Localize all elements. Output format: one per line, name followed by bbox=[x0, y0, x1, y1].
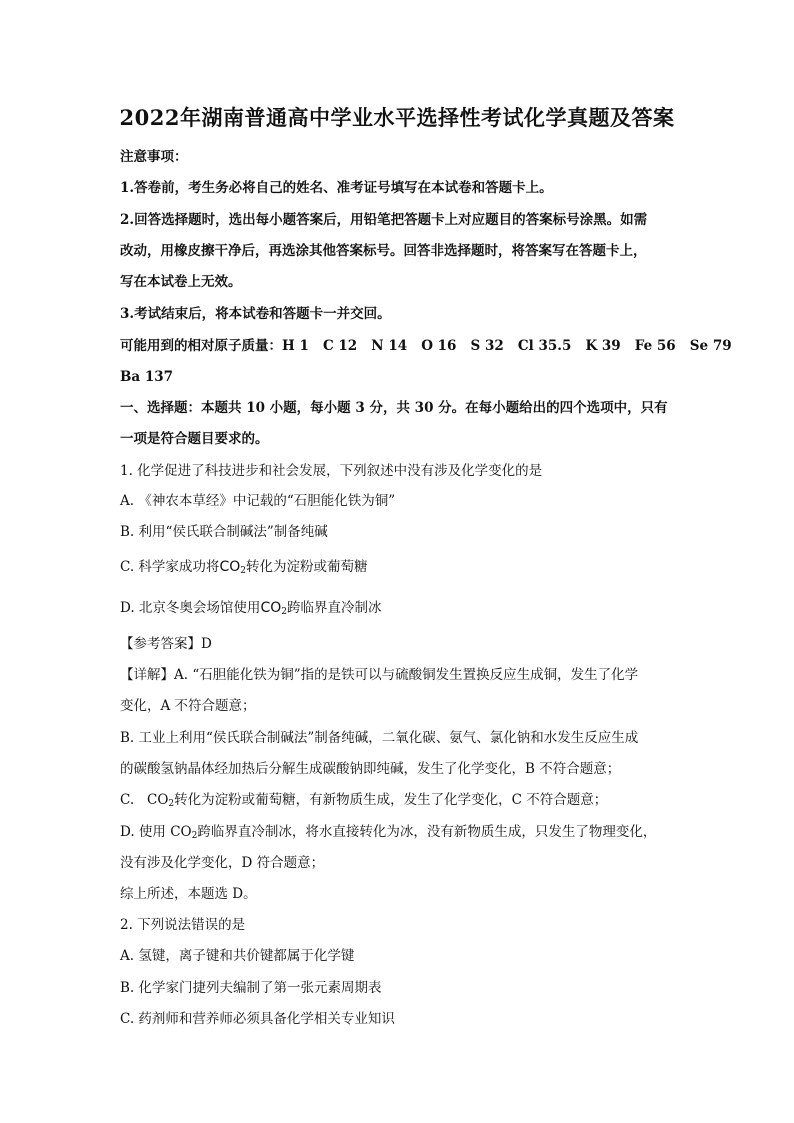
q1-explanation-d-line-1 bbox=[120, 822, 680, 842]
q1-explanation-d-line-2: 没有涉及化学变化，D 符合题意； bbox=[120, 855, 325, 871]
q1-option-c-prefix: C. 科学家成功将 bbox=[120, 559, 220, 575]
q1-option-d-subscript: 2 bbox=[281, 607, 287, 617]
section-heading-line-2: 一项是符合题目要求的。 bbox=[120, 431, 269, 447]
q2-option-b: B. 化学家门捷列夫编制了第一张元素周期表 bbox=[120, 980, 382, 996]
notice-heading: 注意事项： bbox=[120, 149, 188, 165]
q1-explanation-a-line-1: 【详解】A. “石胆能化铁为铜”指的是铁可以与硫酸铜发生置换反应生成铜，发生了化学 bbox=[120, 667, 639, 683]
page-title: 2022年湖南普通高中学业水平选择性考试化学真题及答案 bbox=[119, 105, 675, 130]
q1-option-a: A. 《神农本草经》中记载的“石胆能化铁为铜” bbox=[120, 493, 396, 509]
section-heading-line-1: 一、选择题：本题共 10 小题，每小题 3 分，共 30 分。在每小题给出的四个选项中，只有 bbox=[120, 400, 668, 416]
q2-stem: 2. 下列说法错误的是 bbox=[120, 917, 246, 933]
atomic-masses-line-1: 可能用到的相对原子质量：H 1 C 12 N 14 O 16 S 32 Cl 35.5 K 39 Fe 56 Se 79 bbox=[120, 338, 732, 354]
q1-option-d-formula: CO bbox=[260, 600, 282, 616]
q1-option-d-suffix: 跨临界直冷制冰 bbox=[286, 600, 382, 616]
q2-option-c: C. 药剂师和营养师必须具备化学相关专业知识 bbox=[120, 1011, 395, 1027]
q1-explanation-c bbox=[120, 790, 680, 810]
q1-option-c bbox=[120, 557, 680, 577]
q1-answer: 【参考答案】D bbox=[120, 636, 212, 652]
q1-option-d bbox=[120, 598, 680, 618]
q1-explanation-b-line-2: 的碳酸氢钠晶体经加热后分解生成碳酸钠即纯碱，发生了化学变化，B 不符合题意； bbox=[120, 761, 621, 777]
q1-explanation-c-prefix: C. CO bbox=[120, 792, 169, 808]
notice-item-3: 3.考试结束后，将本试卷和答题卡一并交回。 bbox=[120, 306, 391, 322]
q1-option-c-subscript: 2 bbox=[240, 566, 246, 576]
notice-item-2-line-2: 改动，用橡皮擦干净后，再选涂其他答案标号。回答非选择题时，将答案写在答题卡上， bbox=[120, 243, 647, 259]
q1-explanation-c-subscript: 2 bbox=[168, 799, 175, 809]
q1-explanation-c-suffix: 转化为淀粉或葡萄糖，有新物质生成，发生了化学变化，C 不符合题意； bbox=[174, 792, 608, 808]
q1-option-c-suffix: 转化为淀粉或葡萄糖 bbox=[245, 559, 368, 575]
q1-option-b: B. 利用“侯氏联合制碱法”制备纯碱 bbox=[120, 524, 328, 540]
notice-item-2-line-1: 2.回答选择题时，选出每小题答案后，用铅笔把答题卡上对应题目的答案标号涂黑。如需 bbox=[120, 212, 648, 228]
q1-summary: 综上所述，本题选 D。 bbox=[120, 886, 257, 902]
q1-explanation-a-line-2: 变化，A 不符合题意； bbox=[120, 698, 256, 714]
q1-option-d-prefix: D. 北京冬奥会场馆使用 bbox=[120, 600, 261, 616]
q1-explanation-b-line-1: B. 工业上利用“侯氏联合制碱法”制备纯碱，二氧化碳、氨气、氯化钠和水发生反应生成 bbox=[120, 730, 639, 746]
q1-explanation-d-subscript: 2 bbox=[191, 831, 198, 841]
q1-explanation-d-suffix: 跨临界直冷制冰，将水直接转化为冰，没有新物质生成，只发生了物理变化， bbox=[197, 824, 657, 840]
q1-option-c-formula: CO bbox=[219, 559, 241, 575]
notice-item-1: 1.答卷前，考生务必将自己的姓名、准考证号填写在本试卷和答题卡上。 bbox=[120, 180, 553, 196]
q1-explanation-d-prefix: D. 使用 CO bbox=[120, 824, 192, 840]
atomic-masses-line-2: Ba 137 bbox=[120, 369, 174, 385]
q2-option-a: A. 氢键，离子键和共价键都属于化学键 bbox=[120, 948, 355, 964]
notice-item-2-line-3: 写在本试卷上无效。 bbox=[120, 274, 242, 290]
q1-stem: 1. 化学促进了科技进步和社会发展，下列叙述中没有涉及化学变化的是 bbox=[120, 463, 543, 479]
